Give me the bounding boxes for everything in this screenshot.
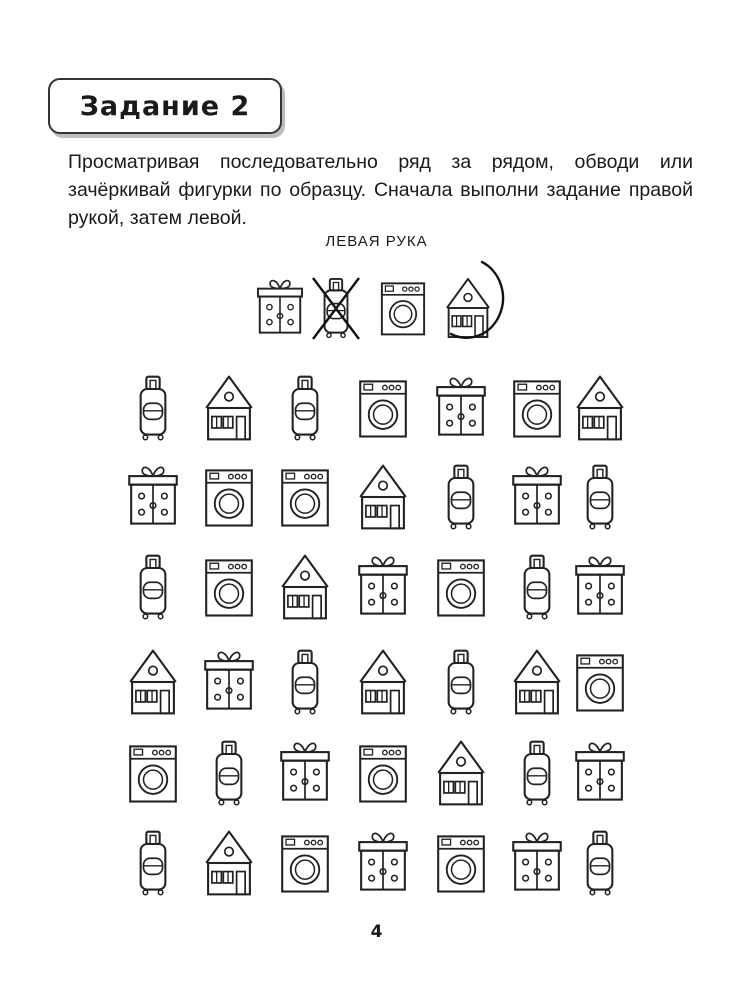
- house-icon[interactable]: [282, 556, 328, 619]
- house-icon[interactable]: [360, 651, 406, 714]
- grid-row: [141, 556, 624, 619]
- washing-machine-icon[interactable]: [130, 746, 176, 801]
- suitcase-icon[interactable]: [141, 377, 166, 440]
- washing-machine-icon[interactable]: [438, 836, 484, 891]
- suitcase-icon[interactable]: [525, 742, 550, 805]
- house-icon[interactable]: [577, 377, 623, 440]
- gift-icon: [258, 281, 302, 333]
- cross-mark: [313, 278, 359, 339]
- page-number: 4: [370, 922, 383, 942]
- house-icon[interactable]: [360, 466, 406, 529]
- house-icon: [447, 279, 489, 337]
- section-label: ЛЕВАЯ РУКА: [325, 233, 428, 250]
- gift-icon[interactable]: [129, 467, 177, 523]
- suitcase-icon[interactable]: [293, 651, 318, 714]
- suitcase-icon[interactable]: [449, 651, 474, 714]
- washing-machine-icon[interactable]: [206, 560, 252, 615]
- house-icon[interactable]: [206, 377, 252, 440]
- washing-machine-icon[interactable]: [360, 381, 406, 436]
- sample-row: [258, 262, 503, 339]
- gift-icon[interactable]: [437, 378, 485, 434]
- washing-machine-icon[interactable]: [438, 560, 484, 615]
- grid-row: [130, 651, 623, 714]
- gift-icon[interactable]: [359, 557, 407, 613]
- gift-icon[interactable]: [281, 743, 329, 799]
- gift-icon[interactable]: [576, 557, 624, 613]
- washing-machine-icon[interactable]: [282, 470, 328, 525]
- washing-machine-icon[interactable]: [206, 470, 252, 525]
- suitcase-icon[interactable]: [141, 832, 166, 895]
- task-title: Задание 2: [79, 90, 251, 122]
- house-icon[interactable]: [206, 832, 252, 895]
- washing-machine-icon[interactable]: [360, 746, 406, 801]
- grid-row: [130, 742, 624, 805]
- suitcase-icon[interactable]: [588, 466, 613, 529]
- washing-machine-icon[interactable]: [514, 381, 560, 436]
- suitcase-icon[interactable]: [217, 742, 242, 805]
- grid-row: [129, 466, 612, 529]
- washing-machine-icon[interactable]: [577, 655, 623, 710]
- figures-grid: [129, 377, 624, 895]
- gift-icon[interactable]: [359, 833, 407, 889]
- gift-icon[interactable]: [513, 467, 561, 523]
- instructions: Просматривая последовательно ряд за рядом, обводи или зачёркивай фигурки по образцу. Сначала выполни задание правой рукой, затем левой.: [68, 151, 693, 229]
- gift-icon[interactable]: [576, 743, 624, 799]
- grid-row: [141, 377, 623, 440]
- suitcase-icon[interactable]: [293, 377, 318, 440]
- house-icon[interactable]: [130, 651, 176, 714]
- house-icon[interactable]: [514, 651, 560, 714]
- suitcase-icon[interactable]: [141, 556, 166, 619]
- suitcase-icon[interactable]: [588, 832, 613, 895]
- gift-icon[interactable]: [205, 652, 253, 708]
- washing-machine-icon: [382, 283, 424, 334]
- washing-machine-icon[interactable]: [282, 836, 328, 891]
- suitcase-icon[interactable]: [449, 466, 474, 529]
- house-icon[interactable]: [438, 742, 484, 805]
- suitcase-icon[interactable]: [525, 556, 550, 619]
- gift-icon[interactable]: [513, 833, 561, 889]
- grid-row: [141, 832, 613, 895]
